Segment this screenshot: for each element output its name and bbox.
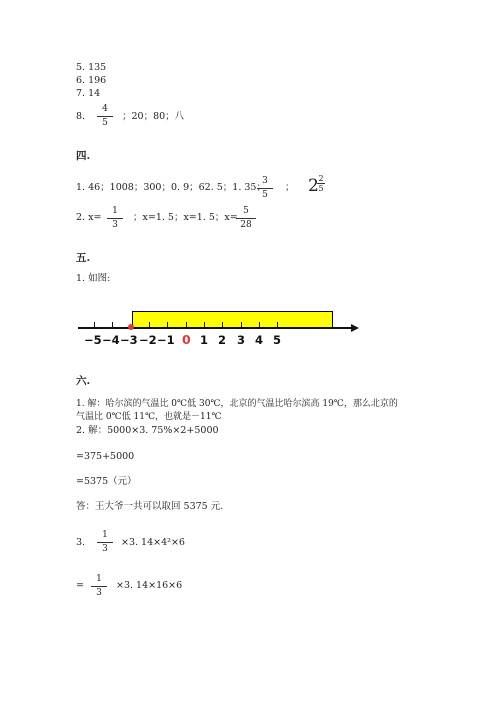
- s4-q2-fraction-2: [236, 206, 256, 231]
- s6-q3-fraction: [97, 530, 113, 555]
- answer-5: 5. 135: [76, 62, 107, 73]
- s6-q3-prefix: 3.: [76, 537, 86, 548]
- fraction-numerator: 2: [318, 174, 324, 183]
- number-line-label: −3: [120, 333, 138, 347]
- fraction-denominator: 3: [96, 588, 102, 598]
- tick: [149, 322, 150, 327]
- s6-q1-line-2: 气温比 0℃低 11℃，也就是－11℃: [76, 412, 222, 422]
- fraction-denominator: 28: [240, 220, 252, 230]
- number-line-label: 5: [273, 333, 282, 347]
- s6-q3b-rest: ×3. 14×16×6: [116, 580, 183, 591]
- number-line-label: −2: [139, 333, 157, 347]
- answer-6: 6. 196: [76, 75, 107, 86]
- s4-q1-mixed-whole: 2: [308, 176, 319, 196]
- s4-q1-mixed-fraction: [313, 174, 329, 193]
- fraction-denominator: 5: [262, 190, 268, 200]
- s6-q3b-prefix: =: [76, 580, 84, 591]
- fraction-denominator: 3: [112, 220, 118, 230]
- s6-q3b-fraction: [91, 574, 107, 599]
- number-line-label: −5: [84, 333, 102, 347]
- s4-q2-prefix: 2. x=: [76, 212, 102, 223]
- number-line-label: 1: [200, 333, 209, 347]
- highlight-region: [132, 311, 333, 328]
- s4-q1-separator: ；: [285, 182, 295, 193]
- fraction-numerator: 3: [262, 176, 268, 186]
- s6-q1-line-1: 1. 解：哈尔滨的气温比 0℃低 30℃，北京的气温比哈尔滨高 19℃，那么北京的: [76, 399, 398, 409]
- fraction-bar: [257, 188, 273, 189]
- number-line-label-zero: 0: [182, 332, 191, 347]
- s4-q1-text: 1. 46；1008；300；0. 9；62. 5；1. 35；: [76, 182, 266, 193]
- fraction-numerator: 1: [96, 574, 102, 584]
- number-line-axis: [78, 327, 352, 329]
- tick: [186, 322, 187, 327]
- s4-q2-middle: ；x=1. 5；x=1. 5；x=: [133, 212, 238, 223]
- s5-q1-text: 1. 如图:: [76, 273, 111, 284]
- answer-7: 7. 14: [76, 88, 101, 99]
- s4-q2-fraction-1: [107, 206, 123, 231]
- tick: [167, 322, 168, 327]
- tick: [277, 322, 278, 327]
- section-4-title: 四.: [76, 150, 91, 162]
- s6-q3-rest: ×3. 14×4²×6: [121, 537, 185, 548]
- tick: [259, 322, 260, 327]
- s4-q1-fraction: [257, 176, 273, 201]
- tick: [241, 322, 242, 327]
- answer-8-rest: ；20；80；八: [122, 111, 185, 122]
- s6-q2-line-2: =375+5000: [76, 451, 135, 462]
- answer-8-fraction: [97, 104, 113, 129]
- tick: [112, 322, 113, 327]
- fraction-bar: [91, 586, 107, 587]
- start-point-dot: [128, 324, 134, 330]
- fraction-bar: [97, 542, 113, 543]
- number-line-label: −1: [157, 333, 175, 347]
- answer-8-prefix: 8.: [76, 111, 86, 122]
- section-5-title: 五.: [76, 252, 91, 264]
- number-line-label: 4: [255, 333, 264, 347]
- fraction-bar: [107, 218, 123, 219]
- section-6-title: 六.: [76, 375, 91, 387]
- tick: [94, 322, 95, 327]
- fraction-numerator: 5: [243, 206, 249, 216]
- arrow-icon: [351, 324, 359, 332]
- number-line-label: 2: [218, 333, 227, 347]
- fraction-numerator: 1: [112, 206, 118, 216]
- s6-q2-line-3: =5375（元）: [76, 476, 137, 487]
- fraction-denominator: 5: [102, 118, 108, 128]
- fraction-bar: [97, 116, 113, 117]
- s6-q2-line-1: 2. 解：5000×3. 75%×2+5000: [76, 425, 219, 436]
- fraction-denominator: 5: [318, 184, 324, 193]
- fraction-bar: [236, 218, 256, 219]
- number-line-label: −4: [102, 333, 120, 347]
- fraction-denominator: 3: [102, 544, 108, 554]
- s6-q2-answer: 答：王大爷一共可以取回 5375 元.: [76, 501, 224, 512]
- number-line-label: 3: [237, 333, 246, 347]
- tick: [204, 322, 205, 327]
- fraction-numerator: 1: [102, 530, 108, 540]
- tick: [222, 322, 223, 327]
- fraction-numerator: 4: [102, 104, 108, 114]
